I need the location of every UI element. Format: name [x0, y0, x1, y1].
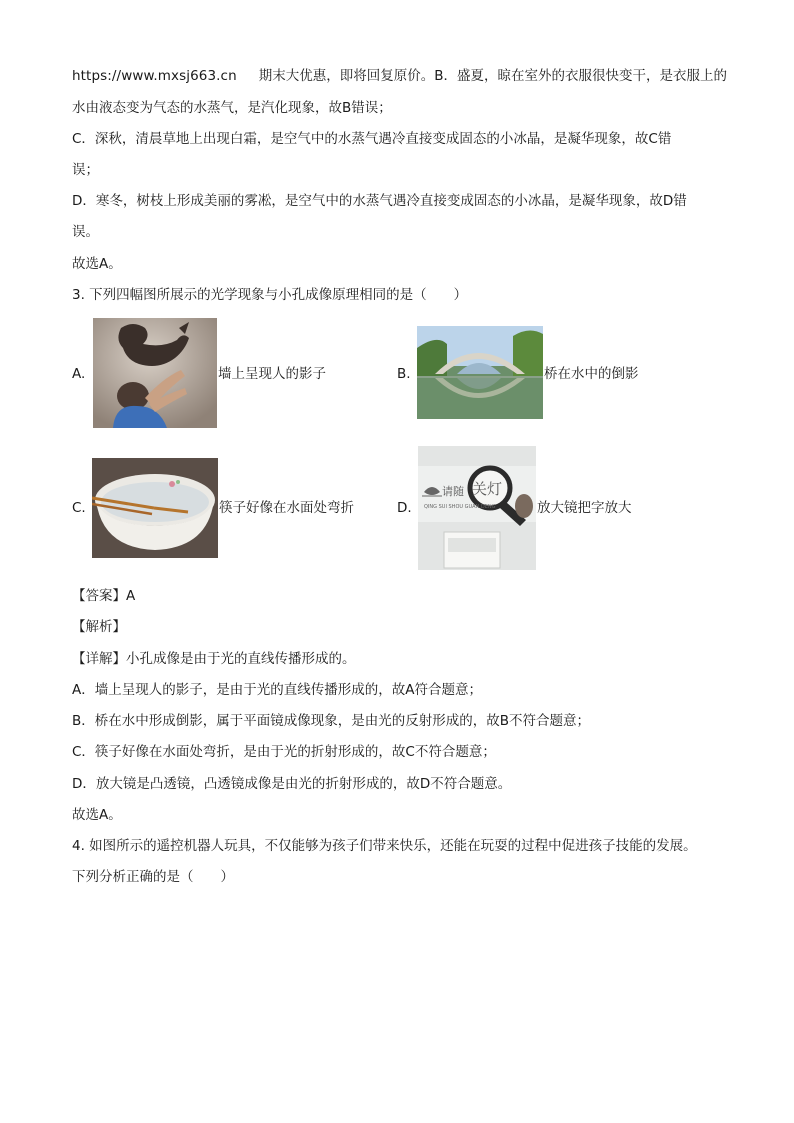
option-c-text: 筷子好像在水面处弯折: [219, 500, 354, 516]
answer-line: [72, 586, 135, 606]
chopsticks-bowl-photo: [92, 458, 218, 558]
detail-label: 【详解】: [72, 651, 126, 667]
analysis-line-b: B．桥在水中形成倒影，属于平面镜成像现象，是由光的反射形成的，故B不符合题意；: [72, 713, 591, 729]
sign-pinyin: QING SUI SHOU GUAN DENG: [424, 504, 496, 510]
option-c-letter: C.: [72, 500, 86, 516]
option-a-text: 墙上呈现人的影子: [218, 366, 326, 382]
sign-text-2: 关灯: [472, 480, 503, 498]
q3-stem: 3. 下列四幅图所展示的光学现象与小孔成像原理相同的是（ ）: [72, 287, 468, 303]
prev-d-part1: D．寒冬，树枝上形成美丽的雾凇，是空气中的水蒸气遇冷直接变成固态的小冰晶，是凝华现象，故D错: [72, 193, 687, 209]
detail-line: [72, 649, 356, 669]
option-d-letter: D.: [397, 500, 412, 516]
option-b-letter: B.: [397, 366, 411, 382]
analysis-line-c: C．筷子好像在水面处弯折，是由于光的折射形成的，故C不符合题意；: [72, 744, 496, 760]
bridge-photo: [417, 326, 543, 419]
magnifier-photo: [418, 446, 536, 570]
answer-label: 【答案】: [72, 588, 126, 604]
prev-c-part2: 误；: [72, 162, 99, 178]
site-url: https://www.mxsj663.cn: [72, 68, 237, 84]
header-line: [72, 66, 727, 86]
detail-text: 小孔成像是由于光的直线传播形成的。: [126, 651, 356, 667]
sign-text-1: 请随: [442, 485, 464, 498]
prev-choose: 故选A。: [72, 256, 122, 272]
analysis-label: 【解析】: [72, 619, 126, 635]
promo-text: 期末大优惠，即将回复原价。: [258, 68, 435, 84]
q4-stem-line2: 下列分析正确的是（ ）: [72, 869, 234, 885]
option-a-letter: A.: [72, 366, 86, 382]
q4-stem-line1: 4. 如图所示的遥控机器人玩具，不仅能够为孩子们带来快乐，还能在玩耍的过程中促进孩子技能的发展。: [72, 838, 697, 854]
analysis-line-d: D．放大镜是凸透镜，凸透镜成像是由光的折射形成的，故D不符合题意。: [72, 776, 512, 792]
prev-b-part1: B．盛夏，晾在室外的衣服很快变干，是衣服上的: [434, 68, 727, 84]
prev-c-part1: C．深秋，清晨草地上出现白霜，是空气中的水蒸气遇冷直接变成固态的小冰晶，是凝华现象，故C错: [72, 131, 672, 147]
prev-b-part2: 水由液态变为气态的水蒸气，是汽化现象，故B错误；: [72, 100, 392, 116]
option-b-text: 桥在水中的倒影: [544, 366, 639, 382]
option-d-text: 放大镜把字放大: [537, 500, 632, 516]
analysis-line-a: A．墙上呈现人的影子，是由于光的直线传播形成的，故A符合题意；: [72, 682, 482, 698]
q3-choose: 故选A。: [72, 807, 122, 823]
shadow-photo: [93, 318, 217, 428]
prev-d-part2: 误。: [72, 224, 99, 240]
answer-value: A: [126, 588, 136, 604]
